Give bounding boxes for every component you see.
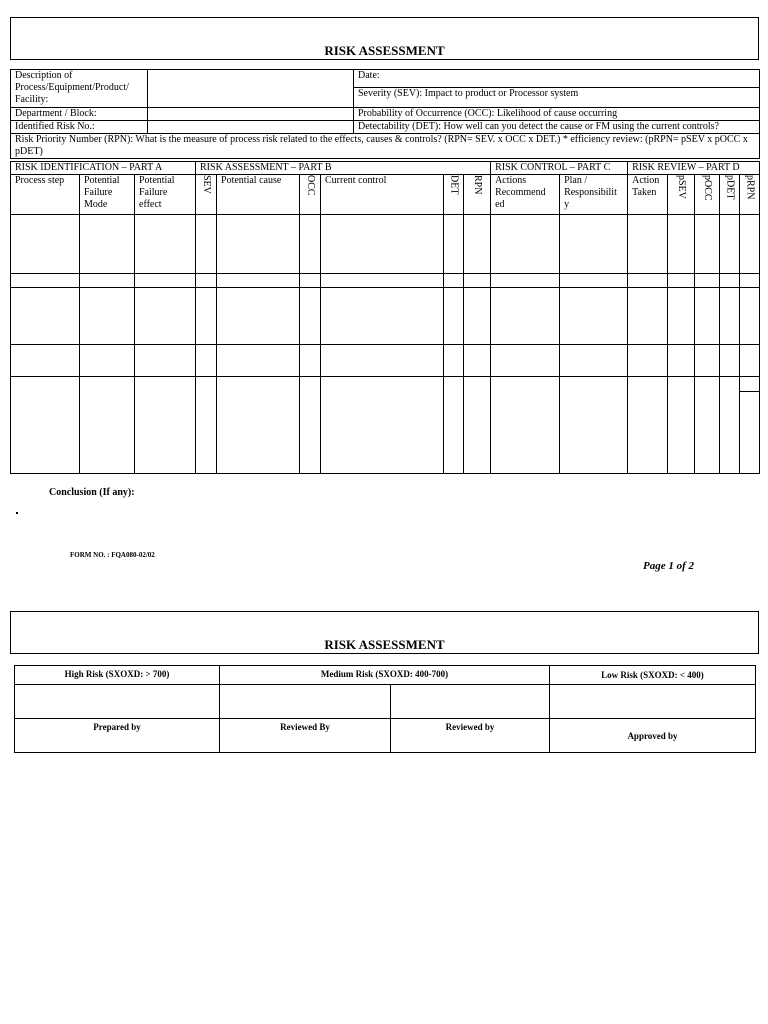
table-cell[interactable] [628,288,668,345]
table-row [11,345,760,377]
approved-signature-field[interactable] [550,685,756,719]
table-cell[interactable] [720,215,740,274]
table-cell[interactable] [464,345,491,377]
table-cell[interactable] [196,274,217,288]
col-prpn [740,175,760,215]
col-det [444,175,464,215]
table-cell[interactable] [491,377,560,474]
table-cell[interactable] [196,345,217,377]
table-cell[interactable] [217,345,300,377]
table-cell[interactable] [11,274,80,288]
page2-title-box [10,611,759,654]
table-cell[interactable] [695,215,720,274]
table-cell[interactable] [11,345,80,377]
description-field[interactable] [148,70,354,108]
page-number: Page 1 of 2 [643,560,695,572]
table-row [11,377,760,474]
col-actions-recommended: Actions Recommend ed [491,175,560,215]
table-cell[interactable] [196,377,217,474]
table-row [11,274,760,288]
col-psev [668,175,695,215]
table-cell[interactable] [668,377,695,474]
date-label: Date: [354,70,760,88]
table-cell[interactable] [464,377,491,474]
table-cell[interactable] [628,345,668,377]
col-plan-responsibility: Plan / Responsibilit y [560,175,628,215]
table-cell[interactable] [695,345,720,377]
risk-grid-table [10,161,760,474]
table-cell[interactable] [11,377,80,474]
table-cell[interactable] [720,274,740,288]
risk-info-table [10,69,760,159]
severity-label: Severity (SEV): Impact to product or Processor system [354,88,760,108]
col-psev-label: pSEV [676,175,688,199]
table-cell[interactable] [464,274,491,288]
table-cell[interactable] [491,288,560,345]
table-cell[interactable] [740,215,760,274]
high-risk-label: High Risk (SXOXD: > 700) [15,666,220,685]
table-cell[interactable] [80,345,135,377]
page1-title-box [10,17,759,60]
table-cell[interactable] [80,377,135,474]
table-cell[interactable] [300,345,321,377]
col-sev-label: SEV [201,175,213,194]
part-c-header: RISK CONTROL – PART C [491,162,628,175]
col-det-label: DET [448,175,460,195]
col-action-taken: Action Taken [628,175,668,215]
part-b-header: RISK ASSESSMENT – PART B [196,162,491,175]
table-cell[interactable] [11,215,80,274]
reviewed1-signature-field[interactable] [220,685,391,719]
table-cell[interactable] [720,377,740,474]
table-cell[interactable] [628,215,668,274]
table-cell[interactable] [560,288,628,345]
table-cell[interactable] [300,377,321,474]
table-cell[interactable] [560,274,628,288]
part-a-header: RISK IDENTIFICATION – PART A [11,162,196,175]
col-pocc [695,175,720,215]
table-cell[interactable] [11,288,80,345]
table-cell[interactable] [300,215,321,274]
table-cell[interactable] [740,377,760,474]
table-cell[interactable] [628,274,668,288]
table-cell[interactable] [217,377,300,474]
table-cell[interactable] [300,288,321,345]
table-cell[interactable] [135,345,196,377]
table-cell[interactable] [196,288,217,345]
col-occ-label: OCC [305,175,317,196]
table-cell[interactable] [444,274,464,288]
table-cell[interactable] [491,215,560,274]
detectability-label: Detectability (DET): How well can you detect the cause or FM using the current controls? [354,121,760,134]
risk-level-signature-table [14,665,756,753]
table-cell[interactable] [695,274,720,288]
table-cell[interactable] [491,274,560,288]
table-cell[interactable] [668,274,695,288]
table-cell[interactable] [217,215,300,274]
approved-by-label: Approved by [550,719,756,753]
reviewed2-signature-field[interactable] [391,685,550,719]
low-risk-label: Low Risk (SXOXD: < 400) [550,666,756,685]
table-cell[interactable] [321,215,444,274]
table-cell[interactable] [444,215,464,274]
col-process-step: Process step [11,175,80,215]
col-pocc-label: pOCC [702,175,714,201]
prepared-signature-field[interactable] [15,685,220,719]
table-cell[interactable] [196,215,217,274]
table-cell[interactable] [695,377,720,474]
table-cell[interactable] [444,345,464,377]
page2-title: RISK ASSESSMENT [324,637,445,652]
table-cell[interactable] [560,215,628,274]
table-cell[interactable] [80,288,135,345]
table-cell[interactable] [80,274,135,288]
table-cell[interactable] [464,215,491,274]
table-cell[interactable] [668,288,695,345]
table-cell[interactable] [628,377,668,474]
table-cell[interactable] [321,345,444,377]
col-prpn-label: pRPN [744,175,756,200]
table-cell[interactable] [321,377,444,474]
col-rpn-label: RPN [472,175,484,195]
reviewed-by-label-1: Reviewed By [220,719,391,753]
table-cell[interactable] [740,345,760,377]
description-label: Description of Process/Equipment/Product/ Facility: [11,70,148,108]
table-cell[interactable] [668,215,695,274]
col-sev [196,175,217,215]
col-pdet [720,175,740,215]
col-potential-cause: Potential cause [217,175,300,215]
table-cell[interactable] [444,377,464,474]
table-cell[interactable] [695,288,720,345]
table-cell[interactable] [135,288,196,345]
rpn-label: Risk Priority Number (RPN): What is the measure of process risk related to the effects, causes & controls? (RPN= SEV. x OCC x DET.) * efficiency review: (pRPN= pSEV x pOCC x pDET) [11,134,760,159]
table-cell[interactable] [560,377,628,474]
table-cell[interactable] [740,288,760,345]
table-cell[interactable] [444,288,464,345]
table-cell[interactable] [135,274,196,288]
col-pdet-label: pDET [724,175,736,200]
table-cell[interactable] [80,215,135,274]
part-d-header: RISK REVIEW – PART D [628,162,760,175]
identified-risk-field[interactable] [148,121,354,134]
col-failure-mode: Potential Failure Mode [80,175,135,215]
col-current-control: Current control [321,175,444,215]
conclusion-label: Conclusion (If any): [49,487,135,498]
table-row [11,288,760,345]
table-cell[interactable] [135,215,196,274]
table-cell[interactable] [720,345,740,377]
identified-risk-label: Identified Risk No.: [11,121,148,134]
reviewed-by-label-2: Reviewed by [391,719,550,753]
table-cell[interactable] [560,345,628,377]
table-cell[interactable] [217,288,300,345]
table-cell[interactable] [668,345,695,377]
table-cell[interactable] [217,274,300,288]
department-field[interactable] [148,108,354,121]
department-label: Department / Block: [11,108,148,121]
form-number: FORM NO. : FQA080-02/02 [70,551,155,559]
table-cell[interactable] [300,274,321,288]
table-cell[interactable] [464,288,491,345]
table-cell[interactable] [135,377,196,474]
occurrence-label: Probability of Occurrence (OCC): Likelihood of cause occurring [354,108,760,121]
table-cell[interactable] [740,274,760,288]
table-row [11,215,760,274]
table-cell[interactable] [720,288,740,345]
page1-title: RISK ASSESSMENT [324,43,445,58]
prepared-by-label: Prepared by [15,719,220,753]
table-cell[interactable] [321,288,444,345]
col-failure-effect: Potential Failure effect [135,175,196,215]
col-rpn [464,175,491,215]
table-cell[interactable] [321,274,444,288]
table-cell[interactable] [491,345,560,377]
medium-risk-label: Medium Risk (SXOXD: 400-700) [220,666,550,685]
col-occ [300,175,321,215]
conclusion-marker [16,512,18,514]
